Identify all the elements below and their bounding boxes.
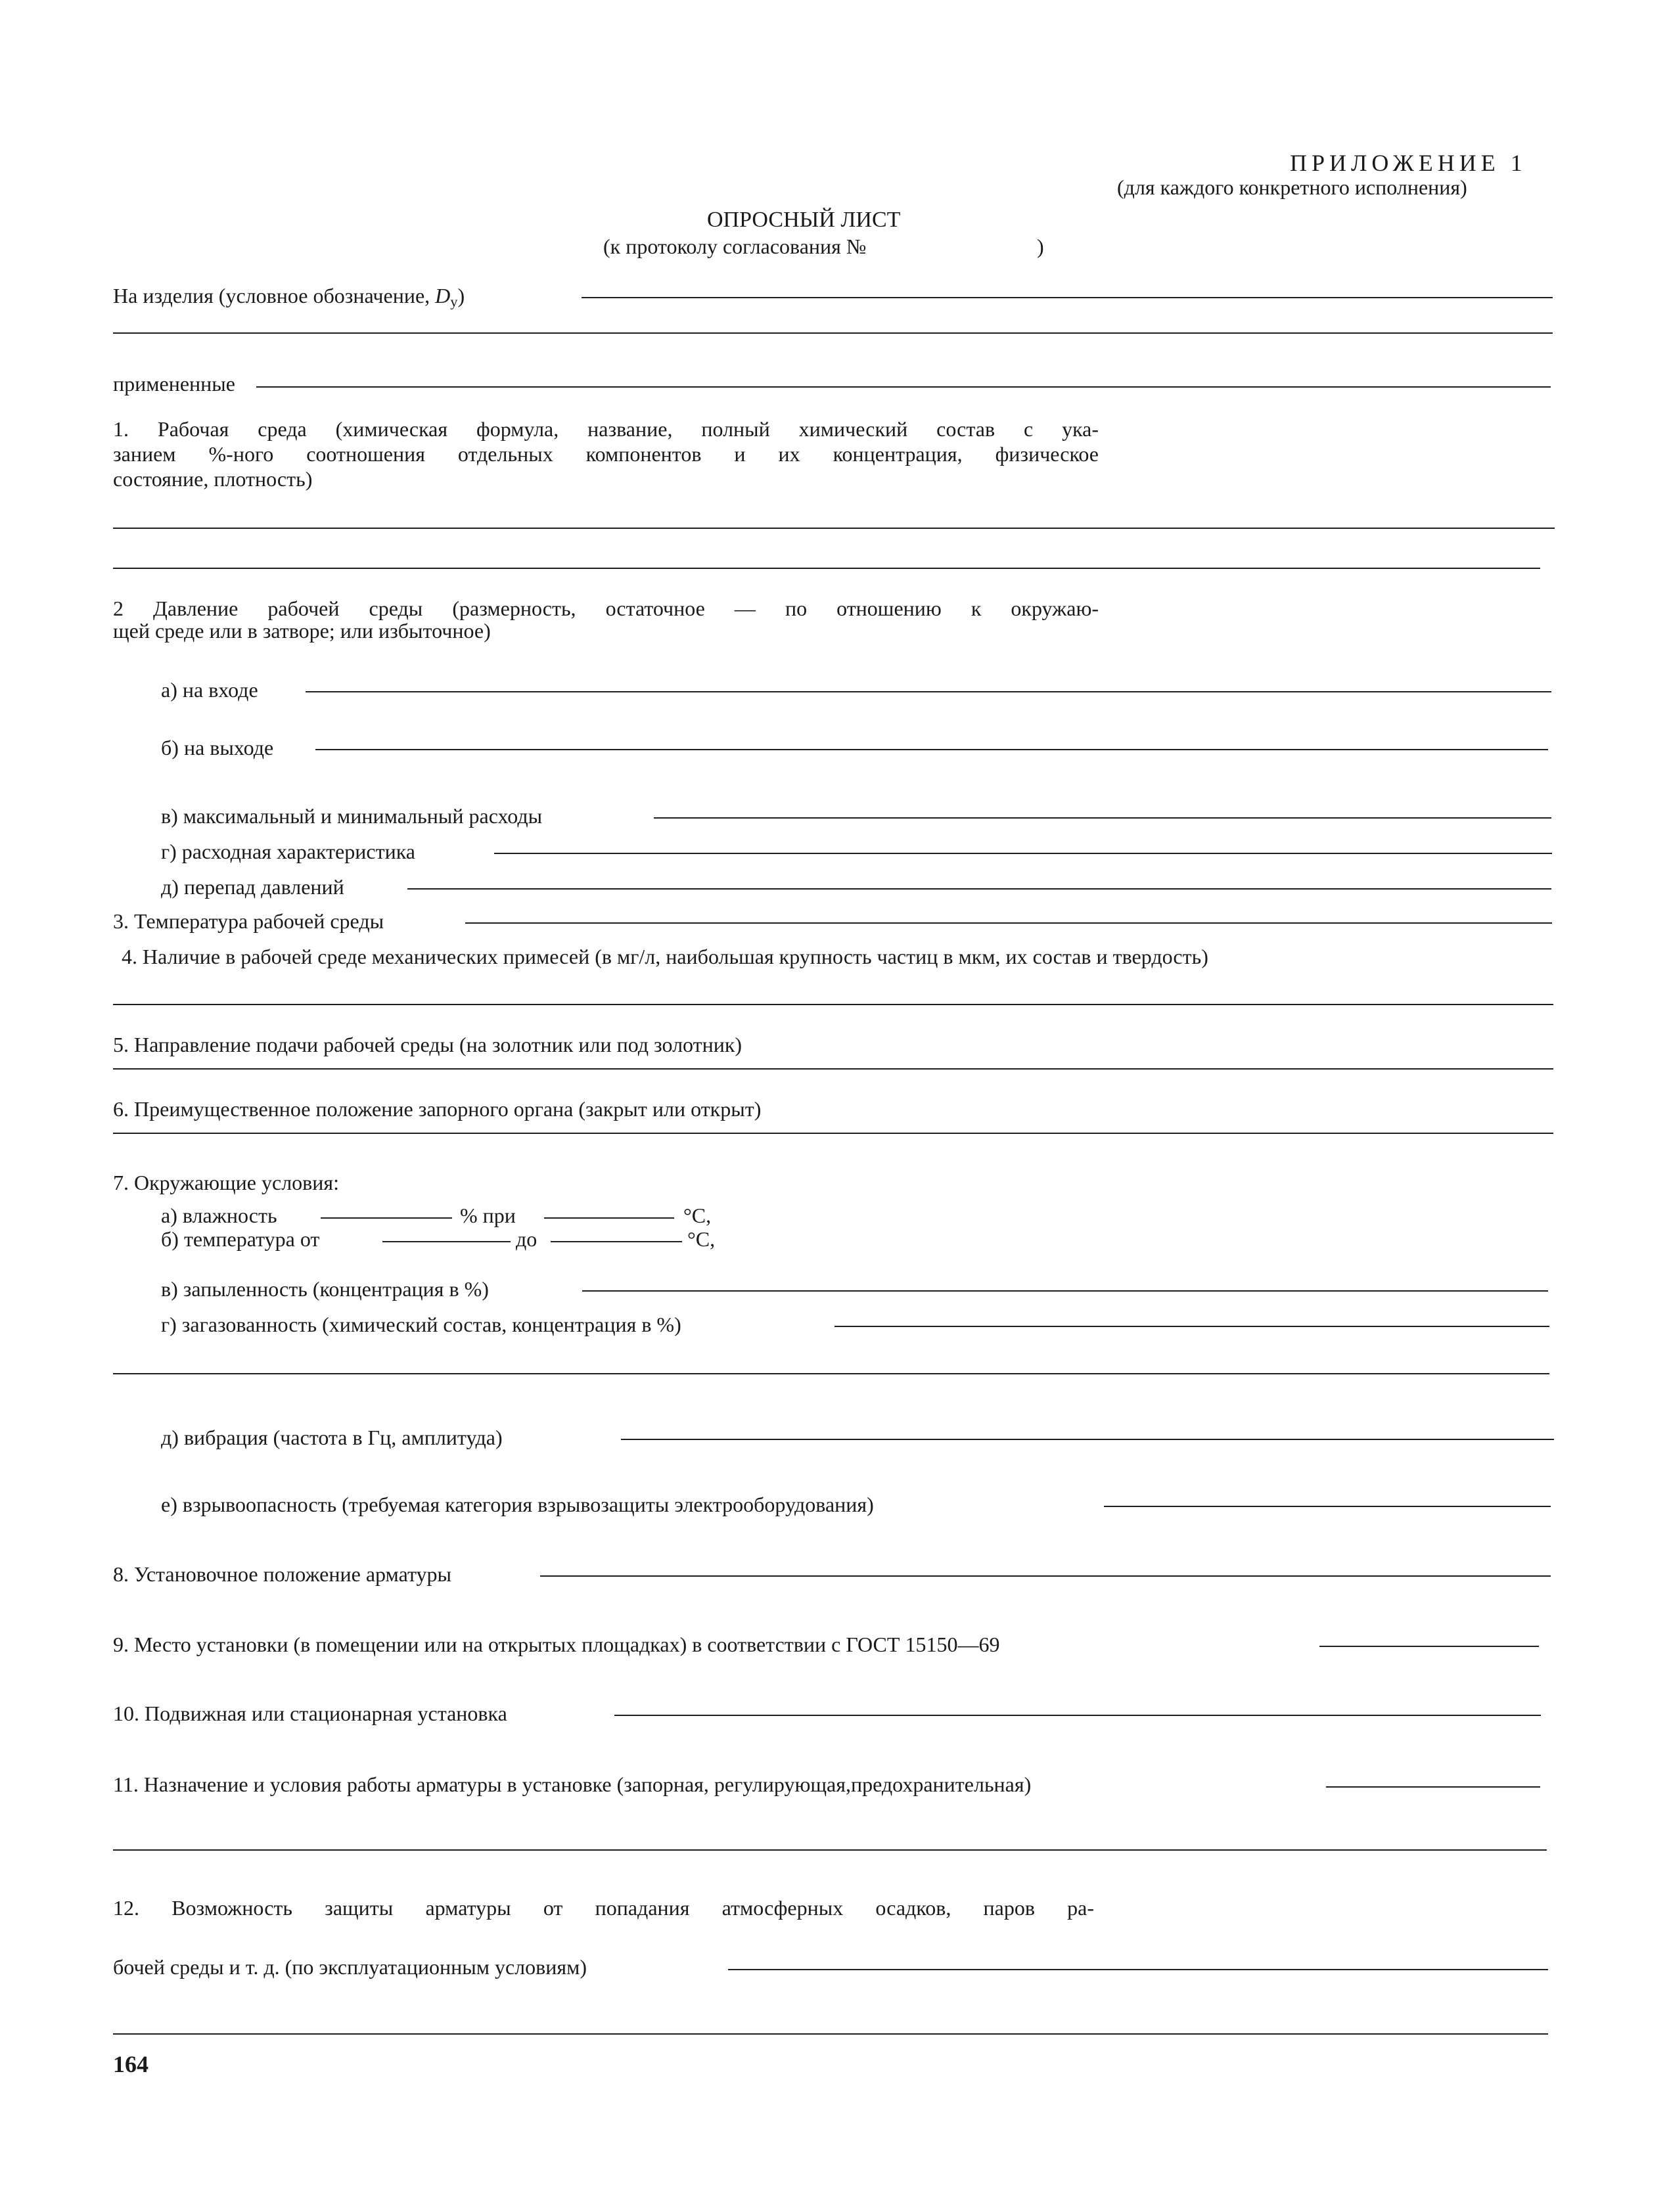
q7f-label: е) взрывоопасность (требуемая категория взрывозащиты электрооборудования): [161, 1493, 874, 1516]
q6-label: 6. Преимущественное положение запорного органа (закрыт или открыт): [113, 1097, 762, 1121]
q11-answer-line[interactable]: [113, 1849, 1547, 1851]
q2c-fill-line[interactable]: [654, 817, 1551, 819]
form-title: ОПРОСНЫЙ ЛИСТ: [707, 208, 901, 232]
q11-fill-line[interactable]: [1326, 1786, 1540, 1788]
product-label-pre: На изделия (условное обозначение,: [113, 284, 436, 307]
q7c-label: в) запыленность (концентрация в %): [161, 1277, 489, 1301]
q2a-fill-line[interactable]: [306, 691, 1551, 692]
q5-label: 5. Направление подачи рабочей среды (на золотник или под золотник): [113, 1033, 743, 1056]
q5-answer-line[interactable]: [113, 1068, 1553, 1070]
q2-line-2: щей среде или в затворе; или избыточное): [113, 619, 491, 643]
q7-label: 7. Окружающие условия:: [113, 1171, 340, 1194]
q2c-label: в) максимальный и минимальный расходы: [161, 804, 543, 828]
applied-fill-line[interactable]: [256, 386, 1551, 388]
q7c-fill-line[interactable]: [582, 1290, 1548, 1292]
product-fill-line[interactable]: [582, 297, 1553, 298]
q7f-fill-line[interactable]: [1104, 1506, 1551, 1507]
product-label-sub: у: [450, 293, 458, 310]
q3-label: 3. Температура рабочей среды: [113, 909, 384, 933]
q10-fill-line[interactable]: [614, 1715, 1541, 1716]
product-label-post: ): [457, 284, 465, 307]
form-subtitle: (к протоколу согласования №: [603, 235, 867, 258]
q12-line-1: 12. Возможность защиты арматуры от попадания атмосферных осадков, паров ра-: [113, 1896, 1094, 1920]
q9-label: 9. Место установки (в помещении или на открытых площадках) в соответствии с ГОСТ 15150—69: [113, 1633, 1000, 1656]
q7e-fill-line[interactable]: [621, 1439, 1554, 1440]
q7a-humidity-line[interactable]: [321, 1217, 452, 1219]
product-label-d: D: [435, 284, 451, 307]
q7e-label: д) вибрация (частота в Гц, амплитуда): [161, 1426, 503, 1449]
q2e-fill-line[interactable]: [407, 888, 1551, 890]
q7b-to-line[interactable]: [551, 1241, 682, 1242]
appendix-note: (для каждого конкретного исполнения): [1117, 175, 1467, 199]
q1-answer-line-1[interactable]: [113, 528, 1555, 529]
q11-label: 11. Назначение и условия работы арматуры в установке (запорная, регулирующая,предохранительная): [113, 1772, 1032, 1796]
q2a-label: а) на входе: [161, 678, 258, 702]
q3-fill-line[interactable]: [465, 922, 1552, 924]
q8-label: 8. Установочное положение арматуры: [113, 1562, 451, 1586]
q7d-label: г) загазованность (химический состав, концентрация в %): [161, 1313, 681, 1336]
q8-fill-line[interactable]: [540, 1575, 1551, 1577]
form-subtitle-close: ): [1037, 235, 1044, 258]
q7a-percent-label: % при: [460, 1204, 516, 1227]
q10-label: 10. Подвижная или стационарная установка: [113, 1702, 507, 1725]
q2d-fill-line[interactable]: [494, 853, 1552, 854]
q7b-to-label: до: [516, 1227, 537, 1251]
appendix-label: ПРИЛОЖЕНИЕ 1: [1290, 150, 1527, 176]
q2-line-1: 2 Давление рабочей среды (размерность, остаточное — по отношению к окружаю-: [113, 597, 1099, 620]
q7b-degree-label: °С,: [687, 1227, 716, 1251]
q12-answer-line[interactable]: [113, 2033, 1548, 2035]
q7b-label: б) температура от: [161, 1227, 320, 1251]
q1-line-2: занием %-ного соотношения отдельных компонентов и их концентрация, физическое: [113, 442, 1099, 466]
q2b-label: б) на выходе: [161, 736, 274, 759]
q4-label: 4. Наличие в рабочей среде механических примесей (в мг/л, наибольшая крупность частиц в мкм, их состав и твердость): [122, 945, 1208, 968]
q12-fill-line[interactable]: [728, 1969, 1548, 1970]
q7a-degree-label: °С,: [683, 1204, 712, 1227]
q12-line-2: бочей среды и т. д. (по эксплуатационным условиям): [113, 1955, 587, 1979]
q1-line-3: состояние, плотность): [113, 467, 313, 491]
product-extra-line[interactable]: [113, 332, 1553, 334]
q4-answer-line[interactable]: [113, 1004, 1553, 1005]
q7a-label: а) влажность: [161, 1204, 277, 1227]
q2b-fill-line[interactable]: [315, 749, 1548, 750]
q2d-label: г) расходная характеристика: [161, 840, 415, 863]
q7a-temp-line[interactable]: [544, 1217, 674, 1219]
q7d-answer-line[interactable]: [113, 1373, 1549, 1374]
q7d-fill-line[interactable]: [834, 1326, 1549, 1327]
q1-line-1: 1. Рабочая среда (химическая формула, название, полный химический состав с ука-: [113, 417, 1099, 441]
product-label: [113, 285, 465, 309]
q2e-label: д) перепад давлений: [161, 875, 344, 899]
page-number: 164: [113, 2051, 149, 2077]
q6-answer-line[interactable]: [113, 1133, 1553, 1134]
applied-label: примененные: [113, 372, 235, 395]
q1-answer-line-2[interactable]: [113, 568, 1540, 569]
q9-fill-line[interactable]: [1319, 1646, 1539, 1647]
q7b-from-line[interactable]: [382, 1241, 511, 1242]
